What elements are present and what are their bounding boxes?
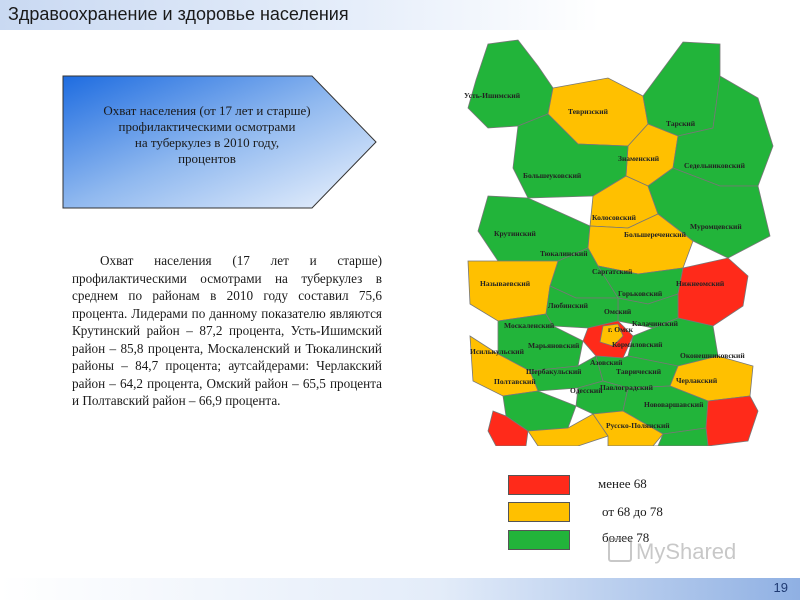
legend-swatch-low xyxy=(508,475,570,495)
footer-bar xyxy=(0,578,800,600)
district-label: Калачинский xyxy=(632,319,678,328)
district-label: Исилькульский xyxy=(470,347,524,356)
district-label: Омский xyxy=(604,307,632,316)
district-label: Русско-Полянский xyxy=(606,421,670,430)
district-label: Муромцевский xyxy=(690,222,742,231)
district-label: Усть-Ишимский xyxy=(464,91,521,100)
legend-swatch-high xyxy=(508,530,570,550)
legend-label-low: менее 68 xyxy=(598,476,647,491)
district-area xyxy=(706,396,758,446)
callout-line: Охват населения (от 17 лет и старше) xyxy=(103,103,311,118)
watermark-logo xyxy=(608,538,736,565)
header-bar xyxy=(0,0,800,30)
district-label: Марьяновский xyxy=(528,341,580,350)
district-label: Тюкалинский xyxy=(540,249,588,258)
district-label: Кормиловский xyxy=(612,340,663,349)
district-label: Черлакский xyxy=(676,376,718,385)
district-label: Таврический xyxy=(616,367,662,376)
district-label: Нововаршавский xyxy=(644,400,704,409)
callout-line: на туберкулез в 2010 году, xyxy=(134,135,280,150)
page-number: 19 xyxy=(773,580,788,595)
legend-swatch-mid xyxy=(508,502,570,522)
legend-label-high: более 78 xyxy=(602,530,650,545)
callout-line: процентов xyxy=(178,151,236,166)
district-area xyxy=(468,40,553,128)
district-label: Горьковский xyxy=(618,289,663,298)
district-label: Седельниковский xyxy=(684,161,745,170)
district-label: Тарский xyxy=(666,119,696,128)
district-label: Азовский xyxy=(590,358,623,367)
district-label: г. Омск xyxy=(608,325,633,334)
district-label: Москаленский xyxy=(504,321,555,330)
district-label: Полтавский xyxy=(494,377,536,386)
district-label: Саргатский xyxy=(592,267,633,276)
district-area xyxy=(678,258,748,326)
district-label: Называевский xyxy=(480,279,531,288)
district-label: Нижнеомский xyxy=(676,279,725,288)
callout-box xyxy=(62,75,378,209)
district-label: Большеуковский xyxy=(523,171,582,180)
district-label: Колосовский xyxy=(592,213,637,222)
district-label: Оконешниковский xyxy=(680,351,745,360)
district-label: Крутинский xyxy=(494,229,536,238)
callout-line: профилактическими осмотрами xyxy=(118,119,296,134)
district-label: Павлоградский xyxy=(600,383,653,392)
district-label: Любинский xyxy=(548,301,589,310)
watermark-text: MyShared xyxy=(636,539,737,564)
district-label: Одесский xyxy=(570,386,603,395)
district-area xyxy=(468,261,558,321)
district-label: Тевризский xyxy=(568,107,608,116)
legend-label-mid: от 68 до 78 xyxy=(602,504,663,519)
district-label: Большереченский xyxy=(624,230,686,239)
district-label: Шербакульский xyxy=(526,367,582,376)
summary-paragraph: Охват населения (17 лет и старше) профилактическими осмотрами на туберкулез в среднем по районам в 2010 году составил 75,6 процента. Лидерами по данному показателю являются Крутинский район – 87,2 процента, Усть-Ишимский район – 85,8 процента, Москаленский и Тюкалинский районы – 84,7 процента; аутсайдерами: Черлакский район – 64,2 процента, Омский район – 65,5 процента и Полтавский район – 66,9 процента. xyxy=(72,253,382,408)
watermark-icon xyxy=(608,538,632,562)
page-title: Здравоохранение и здоровье населения xyxy=(8,4,349,24)
callout-text xyxy=(72,103,342,167)
region-map xyxy=(458,36,778,446)
district-label: Знаменский xyxy=(618,154,660,163)
